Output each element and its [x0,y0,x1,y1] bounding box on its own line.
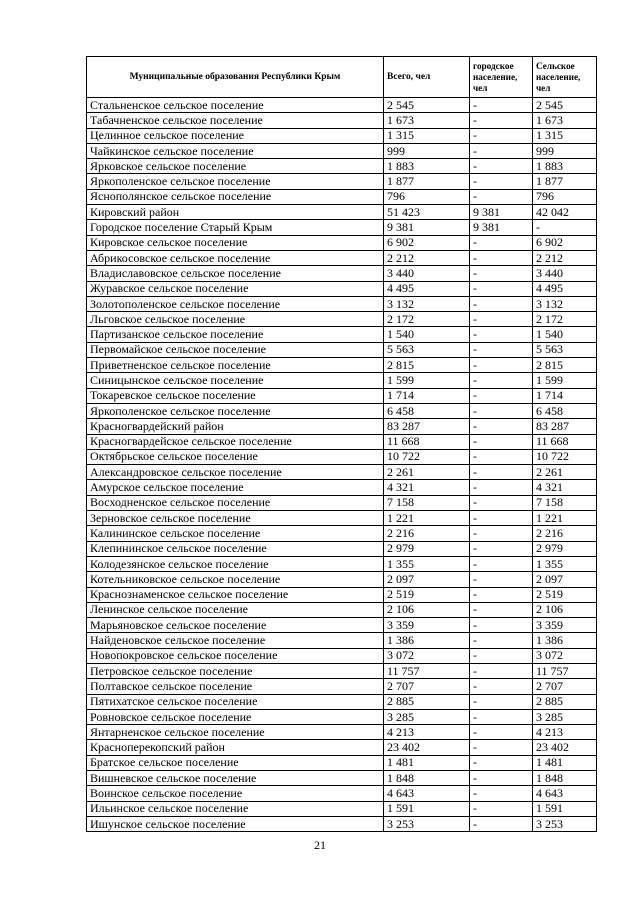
cell-total: 796 [384,189,470,204]
header-row [87,57,597,98]
cell-municipality: Колодезянское сельское поселение [87,556,384,571]
cell-rural: 2 707 [533,679,597,694]
cell-municipality: Новопокровское сельское поселение [87,648,384,663]
table-row [87,541,597,556]
cell-municipality: Кировское сельское поселение [87,235,384,250]
table-row [87,235,597,250]
table-row [87,511,597,526]
table-row [87,205,597,220]
cell-rural: 1 221 [533,511,597,526]
cell-municipality: Золотополенское сельское поселение [87,296,384,311]
cell-rural: 2 519 [533,587,597,602]
cell-municipality: Красногвардейское сельское поселение [87,434,384,449]
table-row [87,358,597,373]
cell-urban: - [470,541,533,556]
cell-urban: - [470,235,533,250]
table-row [87,740,597,755]
table-row [87,587,597,602]
cell-total: 2 106 [384,602,470,617]
cell-total: 1 591 [384,801,470,816]
cell-municipality: Октябрьское сельское поселение [87,449,384,464]
cell-rural: 2 097 [533,572,597,587]
cell-municipality: Красноперекопский район [87,740,384,755]
table-row [87,373,597,388]
cell-total: 1 221 [384,511,470,526]
cell-total: 1 877 [384,174,470,189]
cell-urban: - [470,556,533,571]
cell-municipality: Ровновское сельское поселение [87,709,384,724]
cell-rural: - [533,220,597,235]
table-row [87,618,597,633]
table-body [87,98,597,832]
cell-total: 7 158 [384,495,470,510]
cell-total: 3 072 [384,648,470,663]
cell-municipality: Ленинское сельское поселение [87,602,384,617]
cell-rural: 2 216 [533,526,597,541]
cell-total: 83 287 [384,419,470,434]
table-row [87,342,597,357]
cell-total: 1 673 [384,113,470,128]
cell-rural: 1 848 [533,771,597,786]
cell-rural: 5 563 [533,342,597,357]
cell-urban: - [470,358,533,373]
cell-municipality: Первомайское сельское поселение [87,342,384,357]
cell-urban: - [470,663,533,678]
cell-municipality: Калининское сельское поселение [87,526,384,541]
cell-total: 11 668 [384,434,470,449]
cell-rural: 1 673 [533,113,597,128]
cell-total: 6 902 [384,235,470,250]
table-row [87,128,597,143]
cell-rural: 1 591 [533,801,597,816]
table-header [87,57,597,98]
cell-municipality: Журавское сельское поселение [87,281,384,296]
cell-total: 2 261 [384,465,470,480]
cell-municipality: Петровское сельское поселение [87,663,384,678]
header-total: Всего, чел [384,57,470,98]
table-row [87,465,597,480]
cell-total: 4 321 [384,480,470,495]
cell-urban: - [470,740,533,755]
cell-municipality: Марьяновское сельское поселение [87,618,384,633]
cell-rural: 4 643 [533,786,597,801]
cell-total: 2 979 [384,541,470,556]
table-row [87,449,597,464]
header-urban: городское население, чел [470,57,533,98]
cell-municipality: Котельниковское сельское поселение [87,572,384,587]
cell-municipality: Чайкинское сельское поселение [87,143,384,158]
cell-urban: - [470,633,533,648]
cell-rural: 3 132 [533,296,597,311]
table-row [87,786,597,801]
cell-municipality: Льговское сельское поселение [87,312,384,327]
cell-total: 3 359 [384,618,470,633]
cell-urban: - [470,419,533,434]
cell-rural: 3 359 [533,618,597,633]
cell-municipality: Партизанское сельское поселение [87,327,384,342]
table-row [87,403,597,418]
cell-rural: 83 287 [533,419,597,434]
table-row [87,694,597,709]
cell-rural: 1 386 [533,633,597,648]
cell-rural: 10 722 [533,449,597,464]
cell-urban: - [470,128,533,143]
cell-municipality: Ишунское сельское поселение [87,816,384,831]
cell-total: 51 423 [384,205,470,220]
table-row [87,113,597,128]
table-row [87,725,597,740]
table-row [87,709,597,724]
cell-municipality: Янтарненское сельское поселение [87,725,384,740]
cell-municipality: Владиславовское сельское поселение [87,266,384,281]
cell-municipality: Яснополянское сельское поселение [87,189,384,204]
cell-urban: - [470,648,533,663]
cell-total: 1 386 [384,633,470,648]
table-row [87,572,597,587]
cell-total: 3 285 [384,709,470,724]
cell-municipality: Полтавское сельское поселение [87,679,384,694]
cell-rural: 2 172 [533,312,597,327]
cell-rural: 1 315 [533,128,597,143]
cell-urban: - [470,250,533,265]
cell-total: 11 757 [384,663,470,678]
cell-total: 3 132 [384,296,470,311]
cell-total: 23 402 [384,740,470,755]
cell-rural: 999 [533,143,597,158]
cell-rural: 3 285 [533,709,597,724]
cell-rural: 2 815 [533,358,597,373]
cell-total: 2 097 [384,572,470,587]
cell-municipality: Приветненское сельское поселение [87,358,384,373]
table-row [87,633,597,648]
cell-rural: 2 545 [533,98,597,113]
cell-municipality: Амурское сельское поселение [87,480,384,495]
table-row [87,143,597,158]
cell-total: 1 315 [384,128,470,143]
cell-rural: 4 321 [533,480,597,495]
cell-rural: 2 979 [533,541,597,556]
cell-total: 999 [384,143,470,158]
cell-total: 1 599 [384,373,470,388]
cell-municipality: Яркополенское сельское поселение [87,174,384,189]
cell-municipality: Краснознаменское сельское поселение [87,587,384,602]
cell-rural: 1 714 [533,388,597,403]
table-row [87,312,597,327]
cell-total: 1 714 [384,388,470,403]
cell-municipality: Вишневское сельское поселение [87,771,384,786]
table-row [87,816,597,831]
cell-rural: 42 042 [533,205,597,220]
cell-rural: 3 072 [533,648,597,663]
table-row [87,801,597,816]
cell-total: 2 885 [384,694,470,709]
cell-urban: - [470,725,533,740]
table-row [87,648,597,663]
cell-urban: - [470,281,533,296]
cell-total: 2 545 [384,98,470,113]
table-row [87,388,597,403]
cell-total: 1 481 [384,755,470,770]
cell-urban: - [470,495,533,510]
cell-urban: - [470,618,533,633]
cell-municipality: Синицынское сельское поселение [87,373,384,388]
header-rural: Сельское население, чел [533,57,597,98]
cell-rural: 1 877 [533,174,597,189]
cell-total: 1 355 [384,556,470,571]
table-row [87,419,597,434]
table-row [87,480,597,495]
table-row [87,556,597,571]
cell-urban: - [470,709,533,724]
cell-urban: - [470,679,533,694]
cell-urban: - [470,526,533,541]
population-table [86,56,597,832]
cell-total: 3 253 [384,816,470,831]
table-row [87,602,597,617]
cell-total: 4 643 [384,786,470,801]
table-row [87,434,597,449]
cell-total: 3 440 [384,266,470,281]
table-row [87,281,597,296]
cell-municipality: Александровское сельское поселение [87,465,384,480]
cell-total: 1 848 [384,771,470,786]
cell-total: 2 707 [384,679,470,694]
cell-urban: - [470,174,533,189]
cell-municipality: Городское поселение Старый Крым [87,220,384,235]
cell-rural: 1 883 [533,159,597,174]
cell-municipality: Стальненское сельское поселение [87,98,384,113]
cell-rural: 4 495 [533,281,597,296]
cell-total: 1 883 [384,159,470,174]
cell-municipality: Воинское сельское поселение [87,786,384,801]
cell-total: 2 519 [384,587,470,602]
cell-rural: 2 885 [533,694,597,709]
cell-total: 1 540 [384,327,470,342]
cell-urban: - [470,159,533,174]
cell-total: 5 563 [384,342,470,357]
table-row [87,495,597,510]
cell-urban: - [470,373,533,388]
cell-rural: 11 668 [533,434,597,449]
cell-rural: 1 355 [533,556,597,571]
cell-rural: 1 599 [533,373,597,388]
cell-municipality: Красногвардейский район [87,419,384,434]
table-row [87,755,597,770]
table-row [87,98,597,113]
table-row [87,174,597,189]
cell-municipality: Братское сельское поселение [87,755,384,770]
cell-rural: 7 158 [533,495,597,510]
cell-urban: - [470,755,533,770]
cell-urban: - [470,449,533,464]
cell-rural: 1 481 [533,755,597,770]
cell-total: 10 722 [384,449,470,464]
cell-urban: - [470,266,533,281]
cell-municipality: Табачненское сельское поселение [87,113,384,128]
cell-total: 6 458 [384,403,470,418]
cell-rural: 6 458 [533,403,597,418]
table-row [87,771,597,786]
cell-urban: - [470,511,533,526]
cell-total: 4 213 [384,725,470,740]
cell-total: 2 216 [384,526,470,541]
cell-rural: 796 [533,189,597,204]
cell-municipality: Целинное сельское поселение [87,128,384,143]
cell-urban: 9 381 [470,205,533,220]
cell-urban: - [470,434,533,449]
cell-urban: - [470,327,533,342]
cell-urban: - [470,189,533,204]
cell-rural: 2 261 [533,465,597,480]
cell-rural: 3 440 [533,266,597,281]
table-row [87,266,597,281]
cell-urban: - [470,786,533,801]
table-row [87,159,597,174]
cell-municipality: Кировский район [87,205,384,220]
cell-urban: 9 381 [470,220,533,235]
cell-urban: - [470,801,533,816]
table-row [87,189,597,204]
cell-urban: - [470,388,533,403]
cell-urban: - [470,465,533,480]
cell-rural: 3 253 [533,816,597,831]
table-row [87,220,597,235]
cell-urban: - [470,587,533,602]
cell-urban: - [470,296,533,311]
cell-urban: - [470,312,533,327]
cell-urban: - [470,98,533,113]
cell-municipality: Токаревское сельское поселение [87,388,384,403]
cell-urban: - [470,771,533,786]
cell-municipality: Зерновское сельское поселение [87,511,384,526]
table-row [87,663,597,678]
cell-urban: - [470,342,533,357]
cell-municipality: Клепининское сельское поселение [87,541,384,556]
cell-rural: 1 540 [533,327,597,342]
table-row [87,327,597,342]
cell-municipality: Найденовское сельское поселение [87,633,384,648]
table-row [87,526,597,541]
cell-municipality: Яркополенское сельское поселение [87,403,384,418]
cell-urban: - [470,480,533,495]
cell-municipality: Абрикосовское сельское поселение [87,250,384,265]
cell-total: 2 212 [384,250,470,265]
cell-urban: - [470,572,533,587]
cell-urban: - [470,694,533,709]
cell-municipality: Восходненское сельское поселение [87,495,384,510]
cell-municipality: Пятихатское сельское поселение [87,694,384,709]
cell-total: 9 381 [384,220,470,235]
cell-total: 4 495 [384,281,470,296]
header-municipality: Муниципальные образования Республики Крым [87,57,384,98]
page-number: 21 [314,838,326,852]
cell-total: 2 172 [384,312,470,327]
cell-rural: 23 402 [533,740,597,755]
cell-total: 2 815 [384,358,470,373]
cell-urban: - [470,816,533,831]
table-row [87,679,597,694]
table-row [87,296,597,311]
cell-urban: - [470,602,533,617]
cell-rural: 11 757 [533,663,597,678]
cell-municipality: Ярковское сельское поселение [87,159,384,174]
cell-rural: 6 902 [533,235,597,250]
cell-rural: 2 106 [533,602,597,617]
table-row [87,250,597,265]
cell-urban: - [470,403,533,418]
cell-urban: - [470,113,533,128]
cell-urban: - [470,143,533,158]
cell-municipality: Ильинское сельское поселение [87,801,384,816]
cell-rural: 2 212 [533,250,597,265]
cell-rural: 4 213 [533,725,597,740]
